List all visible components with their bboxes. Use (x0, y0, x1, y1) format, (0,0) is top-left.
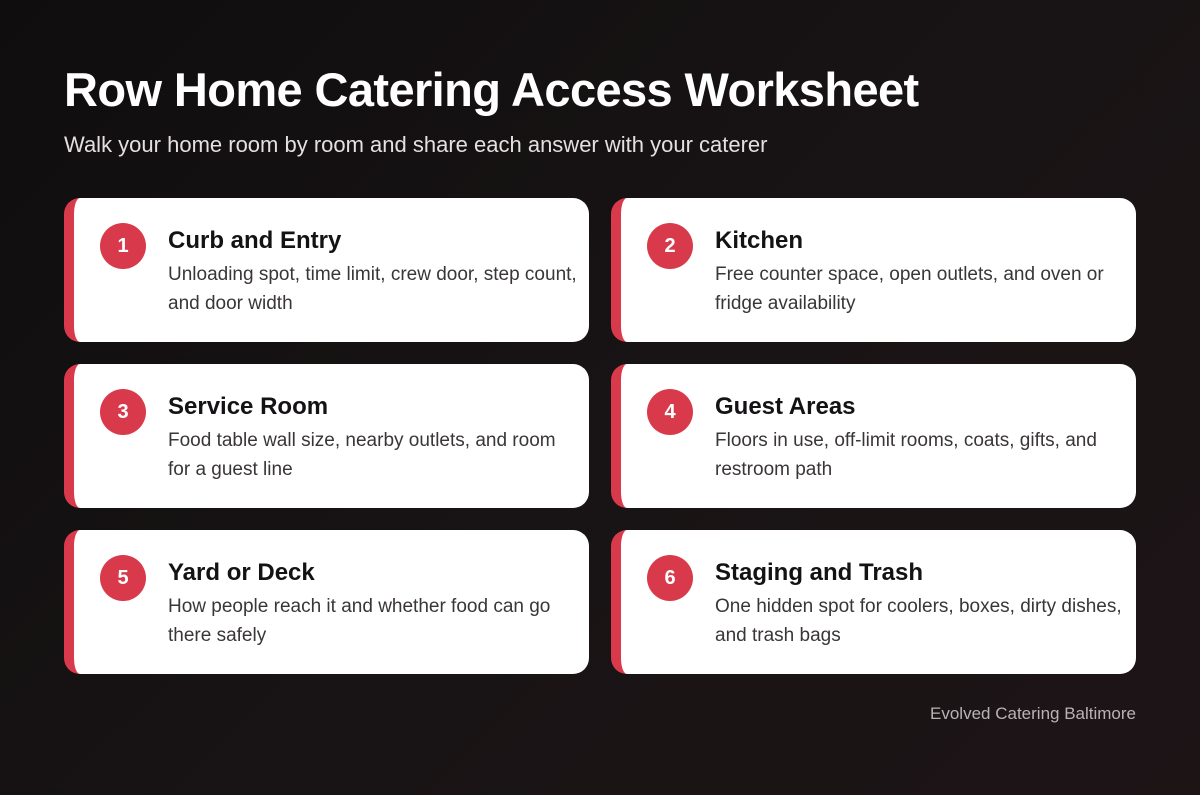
card-title: Guest Areas (715, 393, 856, 420)
card-title: Curb and Entry (168, 227, 342, 254)
step-number-badge: 3 (100, 389, 146, 435)
step-number-badge: 6 (647, 555, 693, 601)
checklist-card-staging-trash (611, 530, 1136, 674)
card-description: One hidden spot for coolers, boxes, dirty dishes, and trash bags (715, 596, 1122, 646)
card-description: Free counter space, open outlets, and oven or fridge availability (715, 264, 1104, 314)
card-title: Service Room (168, 393, 329, 420)
card-description: Floors in use, off-limit rooms, coats, gifts, and restroom path (715, 430, 1097, 480)
checklist-card-service-room (64, 364, 589, 508)
checklist-card-curb-entry (64, 198, 589, 342)
step-number-badge: 1 (100, 223, 146, 269)
card-title: Yard or Deck (168, 559, 315, 586)
checklist-card-kitchen (611, 198, 1136, 342)
checklist-grid (64, 198, 1136, 674)
card-description: Food table wall size, nearby outlets, and room for a guest line (168, 430, 556, 480)
step-number-badge: 5 (100, 555, 146, 601)
card-description: Unloading spot, time limit, crew door, step count, and door width (168, 264, 577, 314)
checklist-card-guest-areas (611, 364, 1136, 508)
page-title: Row Home Catering Access Worksheet (64, 63, 919, 116)
step-number-badge: 4 (647, 389, 693, 435)
checklist-card-yard-deck (64, 530, 589, 674)
page-subtitle: Walk your home room by room and share each answer with your caterer (64, 132, 768, 157)
card-title: Kitchen (715, 227, 804, 254)
card-title: Staging and Trash (715, 559, 924, 586)
card-description: How people reach it and whether food can go there safely (168, 596, 551, 646)
step-number-badge: 2 (647, 223, 693, 269)
footer-brand: Evolved Catering Baltimore (930, 704, 1136, 723)
